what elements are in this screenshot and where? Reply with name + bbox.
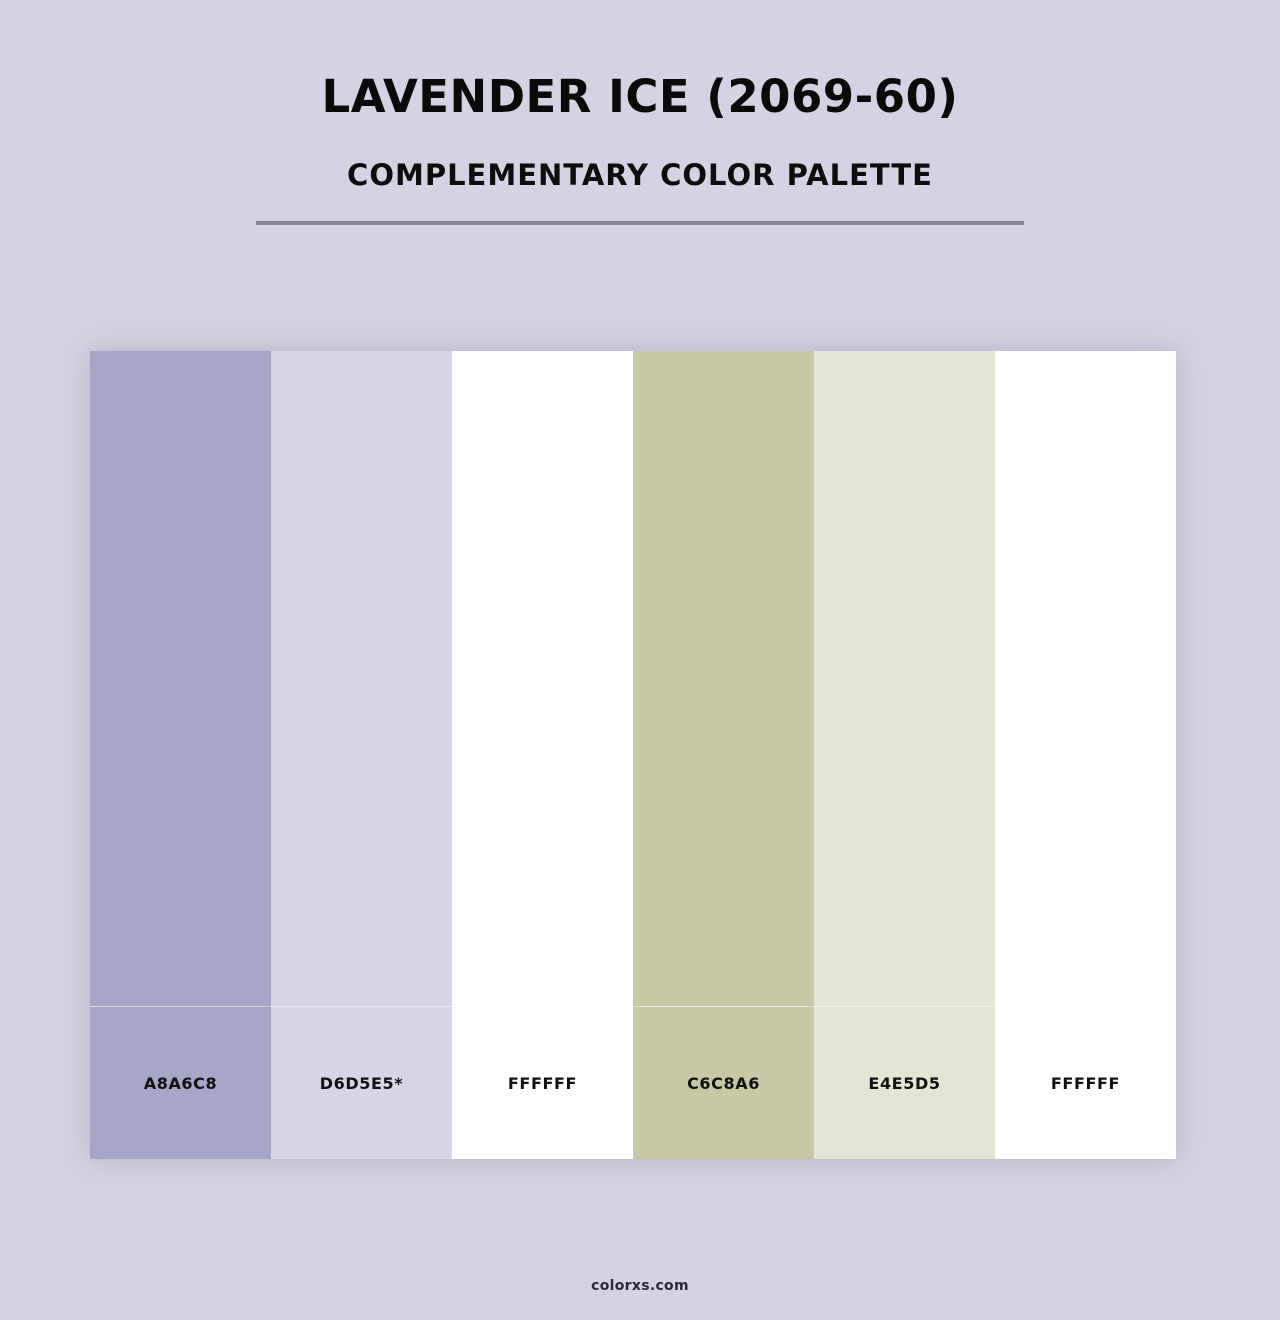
swatch-item[interactable] [995,351,1176,1159]
swatch-color [995,351,1176,1006]
swatch-label: A8A6C8 [90,1006,271,1159]
page-header [0,0,1280,225]
page-title: LAVENDER ICE (2069-60) [321,70,959,123]
swatch-label: FFFFFF [995,1006,1176,1159]
swatch-item[interactable] [271,351,452,1159]
swatch-color [633,351,814,1006]
swatch-list [90,351,1176,1159]
swatch-label: C6C8A6 [633,1006,814,1159]
swatch-color [90,351,271,1006]
swatch-color [452,351,633,1006]
page-subtitle: COMPLEMENTARY COLOR PALETTE [347,157,933,192]
swatch-color [271,351,452,1006]
swatch-item[interactable] [452,351,633,1159]
color-palette [90,351,1176,1159]
swatch-label: E4E5D5 [814,1006,995,1159]
swatch-item[interactable] [814,351,995,1159]
swatch-label: FFFFFF [452,1006,633,1159]
swatch-item[interactable] [633,351,814,1159]
site-credit: colorxs.com [591,1278,689,1294]
swatch-color [814,351,995,1006]
swatch-label: D6D5E5* [271,1006,452,1159]
swatch-item[interactable] [90,351,271,1159]
title-divider [256,221,1024,225]
